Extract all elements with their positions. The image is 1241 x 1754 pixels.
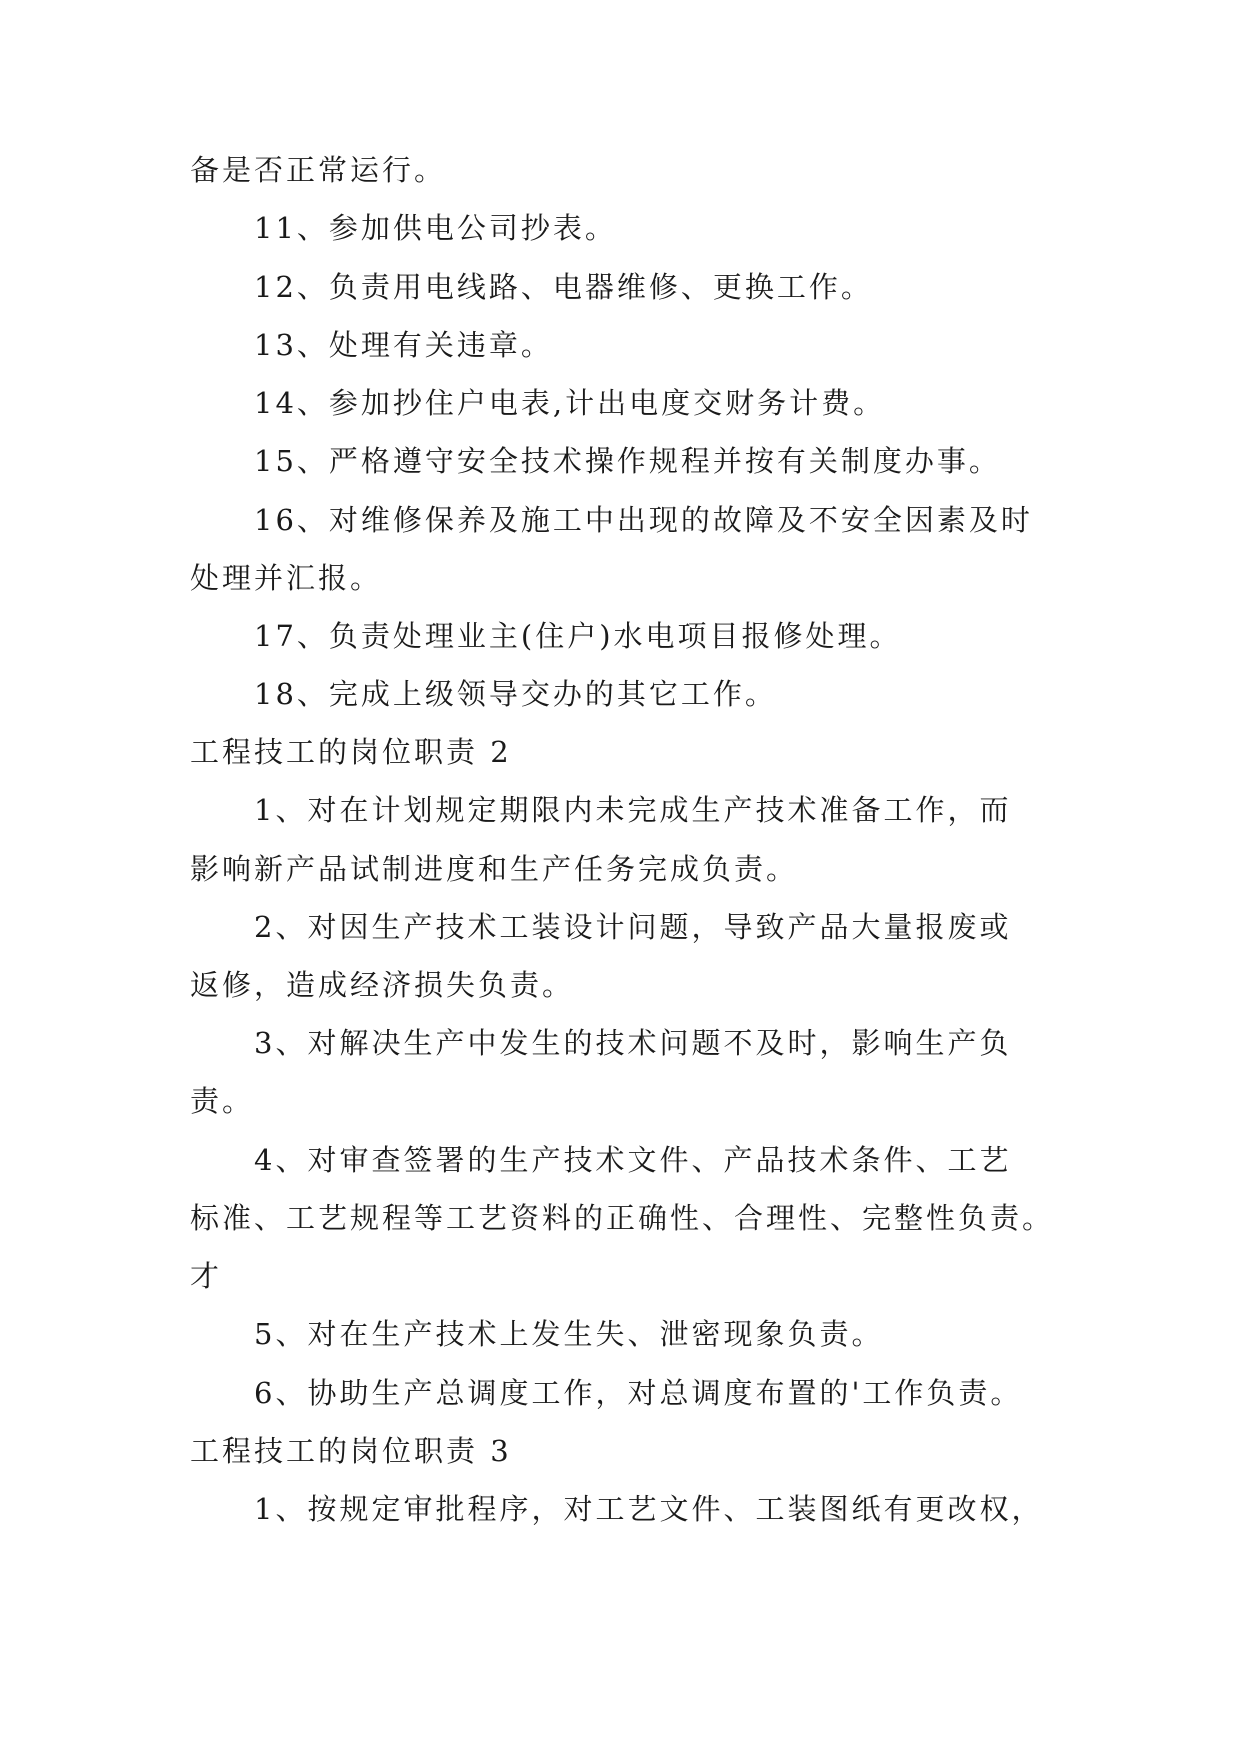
list-item-18: 18、完成上级领导交办的其它工作。	[254, 677, 777, 711]
list-item-6: 6、协助生产总调度工作，对总调度布置的'工作负责。	[254, 1376, 1023, 1410]
text-line: 才	[190, 1259, 223, 1293]
list-item-3: 3、对解决生产中发生的技术问题不及时，影响生产负	[254, 1026, 1012, 1060]
text-line: 备是否正常运行。	[190, 153, 447, 187]
list-item-2: 2、对因生产技术工装设计问题，导致产品大量报废或	[254, 910, 1012, 944]
text-line: 标准、工艺规程等工艺资料的正确性、合理性、完整性负责。	[190, 1201, 1055, 1235]
list-item-14: 14、参加抄住户电表,计出电度交财务计费。	[254, 386, 886, 420]
list-item-5: 5、对在生产技术上发生失、泄密现象负责。	[254, 1317, 884, 1351]
text-line: 处理并汇报。	[190, 561, 383, 595]
list-item-15: 15、严格遵守安全技术操作规程并按有关制度办事。	[254, 444, 1001, 478]
list-item-11: 11、参加供电公司抄表。	[254, 211, 617, 245]
text-line: 责。	[190, 1084, 255, 1118]
list-item-1: 1、对在计划规定期限内未完成生产技术准备工作，而	[254, 793, 1012, 827]
text-line: 影响新产品试制进度和生产任务完成负责。	[190, 852, 799, 886]
section-heading-2: 工程技工的岗位职责 2	[190, 735, 512, 769]
list-item-16: 16、对维修保养及施工中出现的故障及不安全因素及时	[254, 503, 1033, 537]
list-item-4: 4、对审查签署的生产技术文件、产品技术条件、工艺	[254, 1143, 1012, 1177]
list-item-13: 13、处理有关违章。	[254, 328, 553, 362]
list-item-1: 1、按规定审批程序，对工艺文件、工装图纸有更改权，	[254, 1492, 1044, 1526]
list-item-17: 17、负责处理业主(住户)水电项目报修处理。	[254, 619, 902, 653]
section-heading-3: 工程技工的岗位职责 3	[190, 1434, 512, 1468]
text-line: 返修，造成经济损失负责。	[190, 968, 575, 1002]
list-item-12: 12、负责用电线路、电器维修、更换工作。	[254, 270, 873, 304]
